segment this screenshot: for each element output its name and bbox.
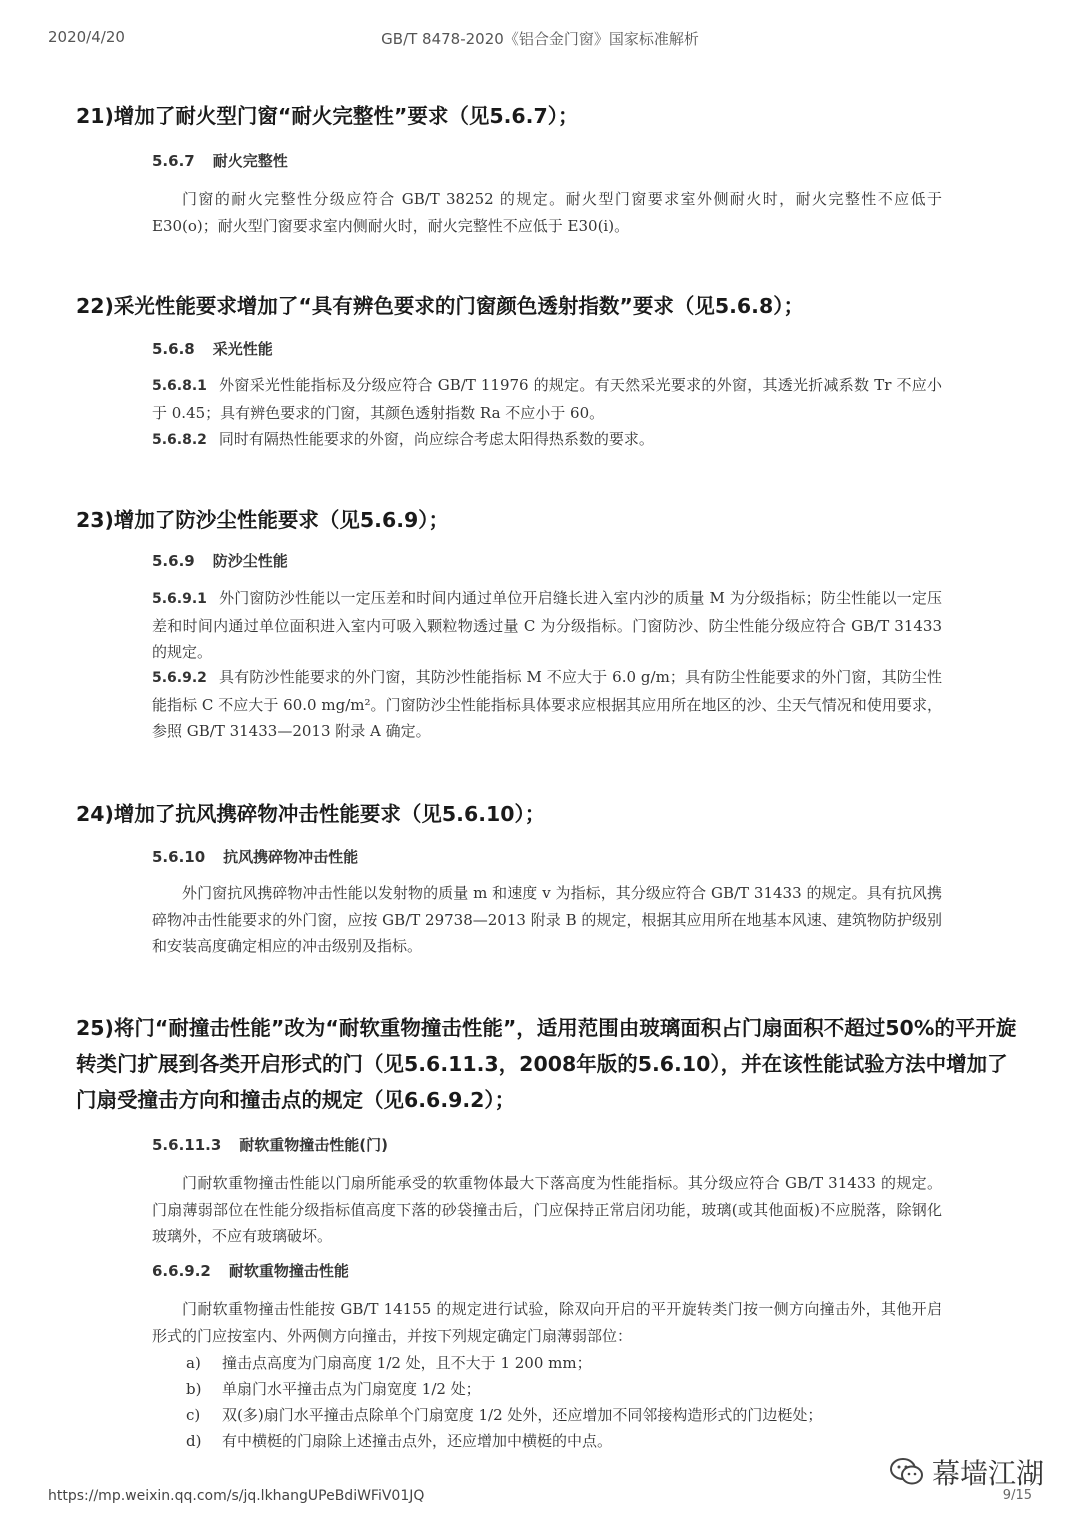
paragraph-text: 外门窗抗风携碎物冲击性能以发射物的质量 m 和速度 v 为指标，其分级应符合 GB/T 31433 的规定。具有抗风携碎物冲击性能要求的外门窗，应按 GB/T 29738—2013 附录 B 的规定，根据其应用所在地基本风速、建筑物防护级别和安装高度确定相应的冲击级别及指标。	[152, 884, 942, 955]
clause-name: 耐软重物撞击性能	[228, 1262, 349, 1280]
section-24-heading: 24)增加了抗风携碎物冲击性能要求（见5.6.10）；	[76, 802, 546, 826]
clause-name: 耐软重物撞击性能(门)	[239, 1136, 388, 1154]
section-25-heading: 25)将门“耐撞击性能”改为“耐软重物撞击性能”，适用范围由玻璃面积占门扇面积不超过50%的平开旋转类门扩展到各类开启形式的门（见5.6.11.3，2008年版的5.6.10），并在该性能试验方法中增加了门扇受撞击方向和撞击点的规定（见6.6.9.2）；	[76, 1016, 1017, 1112]
clause-5-6-7-title	[152, 150, 288, 171]
paragraph-text: 门耐软重物撞击性能以门扇所能承受的软重物体最大下落高度为性能指标。其分级应符合 GB/T 31433 的规定。门扇薄弱部位在性能分级指标值高度下落的砂袋撞击后，门应保持正常启闭功能，玻璃(或其他面板)不应脱落，除钢化玻璃外，不应有玻璃破坏。	[152, 1174, 942, 1245]
clause-name: 防沙尘性能	[212, 552, 288, 570]
list-item-c	[186, 1404, 822, 1425]
list-text: 单扇门水平撞击点为门扇宽度 1/2 处；	[222, 1380, 481, 1398]
section-23-heading: 23)增加了防沙尘性能要求（见5.6.9）；	[76, 508, 450, 532]
paragraph-text: 外窗采光性能指标及分级应符合 GB/T 11976 的规定。有天然采光要求的外窗，其透光折减系数 Tr 不应小于 0.45；具有辨色要求的门窗，其颜色透射指数 Ra 不应小于 60。	[152, 376, 942, 422]
clause-number: 5.6.9	[152, 552, 195, 570]
clause-5-6-11-3-title	[152, 1134, 388, 1155]
clause-name: 抗风携碎物冲击性能	[223, 848, 359, 866]
clause-6-6-9-2-title	[152, 1260, 349, 1281]
clause-5-6-9-2-paragraph	[152, 664, 942, 745]
list-label: b)	[186, 1380, 202, 1398]
paragraph-text: 门窗的耐火完整性分级应符合 GB/T 38252 的规定。耐火型门窗要求室外侧耐火时，耐火完整性不应低于 E30(o)；耐火型门窗要求室内侧耐火时，耐火完整性不应低于 E30(i)。	[152, 190, 942, 235]
page-number: 9/15	[1002, 1488, 1032, 1503]
list-item-b	[186, 1378, 481, 1399]
clause-5-6-9-title	[152, 550, 288, 571]
clause-number: 5.6.8	[152, 340, 195, 358]
header-title: GB/T 8478-2020《铝合金门窗》国家标准解析	[381, 30, 699, 48]
list-label: a)	[186, 1354, 201, 1372]
wechat-watermark	[890, 1452, 1044, 1492]
clause-number: 5.6.11.3	[152, 1136, 222, 1154]
paragraph-number: 5.6.9.2	[152, 670, 207, 686]
clause-5-6-8-title	[152, 338, 273, 359]
clause-number: 6.6.9.2	[152, 1262, 211, 1280]
clause-5-6-8-1-paragraph	[152, 372, 942, 426]
paragraph-number: 5.6.8.1	[152, 378, 207, 394]
clause-name: 耐火完整性	[212, 152, 288, 170]
paragraph-number: 5.6.9.1	[152, 591, 207, 607]
list-label: c)	[186, 1406, 201, 1424]
list-text: 有中横梃的门扇除上述撞击点外，还应增加中横梃的中点。	[222, 1432, 613, 1450]
clause-5-6-11-3-paragraph	[152, 1170, 942, 1250]
paragraph-text: 同时有隔热性能要求的外窗，尚应综合考虑太阳得热系数的要求。	[218, 430, 654, 448]
watermark-text: 幕墙江湖	[931, 1457, 1044, 1490]
list-item-d	[186, 1430, 612, 1451]
clause-5-6-10-paragraph	[152, 880, 942, 960]
section-21-heading: 21)增加了耐火型门窗“耐火完整性”要求（见5.6.7）；	[76, 104, 579, 128]
paragraph-text: 具有防沙性能要求的外门窗，其防沙性能指标 M 不应大于 6.0 g/m；具有防尘性能要求的外门窗，其防尘性能指标 C 不应大于 60.0 mg/m²。门窗防沙尘性能指标具体要求应根据其应用所在地区的沙、尘天气情况和使用要求，参照 GB/T 31433—2013 附录 A 确定。	[152, 668, 942, 740]
paragraph-text: 外门窗防沙性能以一定压差和时间内通过单位开启缝长进入室内沙的质量 M 为分级指标；防尘性能以一定压差和时间内通过单位面积进入室内可吸入颗粒物透过量 C 为分级指标。门窗防沙、防尘性能分级应符合 GB/T 31433 的规定。	[152, 589, 942, 661]
clause-number: 5.6.7	[152, 152, 195, 170]
wechat-icon	[890, 1457, 924, 1487]
list-label: d)	[186, 1432, 202, 1450]
list-item-a	[186, 1352, 592, 1373]
header-date: 2020/4/20	[48, 28, 125, 46]
footer-url[interactable]: https://mp.weixin.qq.com/s/jq.lkhangUPeBdiWFiV01JQ	[48, 1488, 425, 1504]
clause-name: 采光性能	[212, 340, 273, 358]
clause-5-6-8-2-paragraph	[152, 426, 942, 454]
paragraph-number: 5.6.8.2	[152, 432, 207, 448]
clause-5-6-10-title	[152, 846, 358, 867]
list-text: 撞击点高度为门扇高度 1/2 处，且不大于 1 200 mm；	[222, 1354, 592, 1372]
clause-6-6-9-2-paragraph: 门耐软重物撞击性能按 GB/T 14155 的规定进行试验，除双向开启的平开旋转类门按一侧方向撞击外，其他开启形式的门应按室内、外两侧方向撞击，并按下列规定确定门扇薄弱部位：	[152, 1300, 942, 1345]
list-text: 双(多)扇门水平撞击点除单个门扇宽度 1/2 处外，还应增加不同邻接构造形式的门边梃处；	[222, 1406, 823, 1424]
clause-5-6-7-paragraph	[152, 186, 942, 239]
section-22-heading: 22)采光性能要求增加了“具有辨色要求的门窗颜色透射指数”要求（见5.6.8）；	[76, 294, 804, 318]
clause-5-6-9-1-paragraph	[152, 585, 942, 666]
clause-number: 5.6.10	[152, 848, 206, 866]
